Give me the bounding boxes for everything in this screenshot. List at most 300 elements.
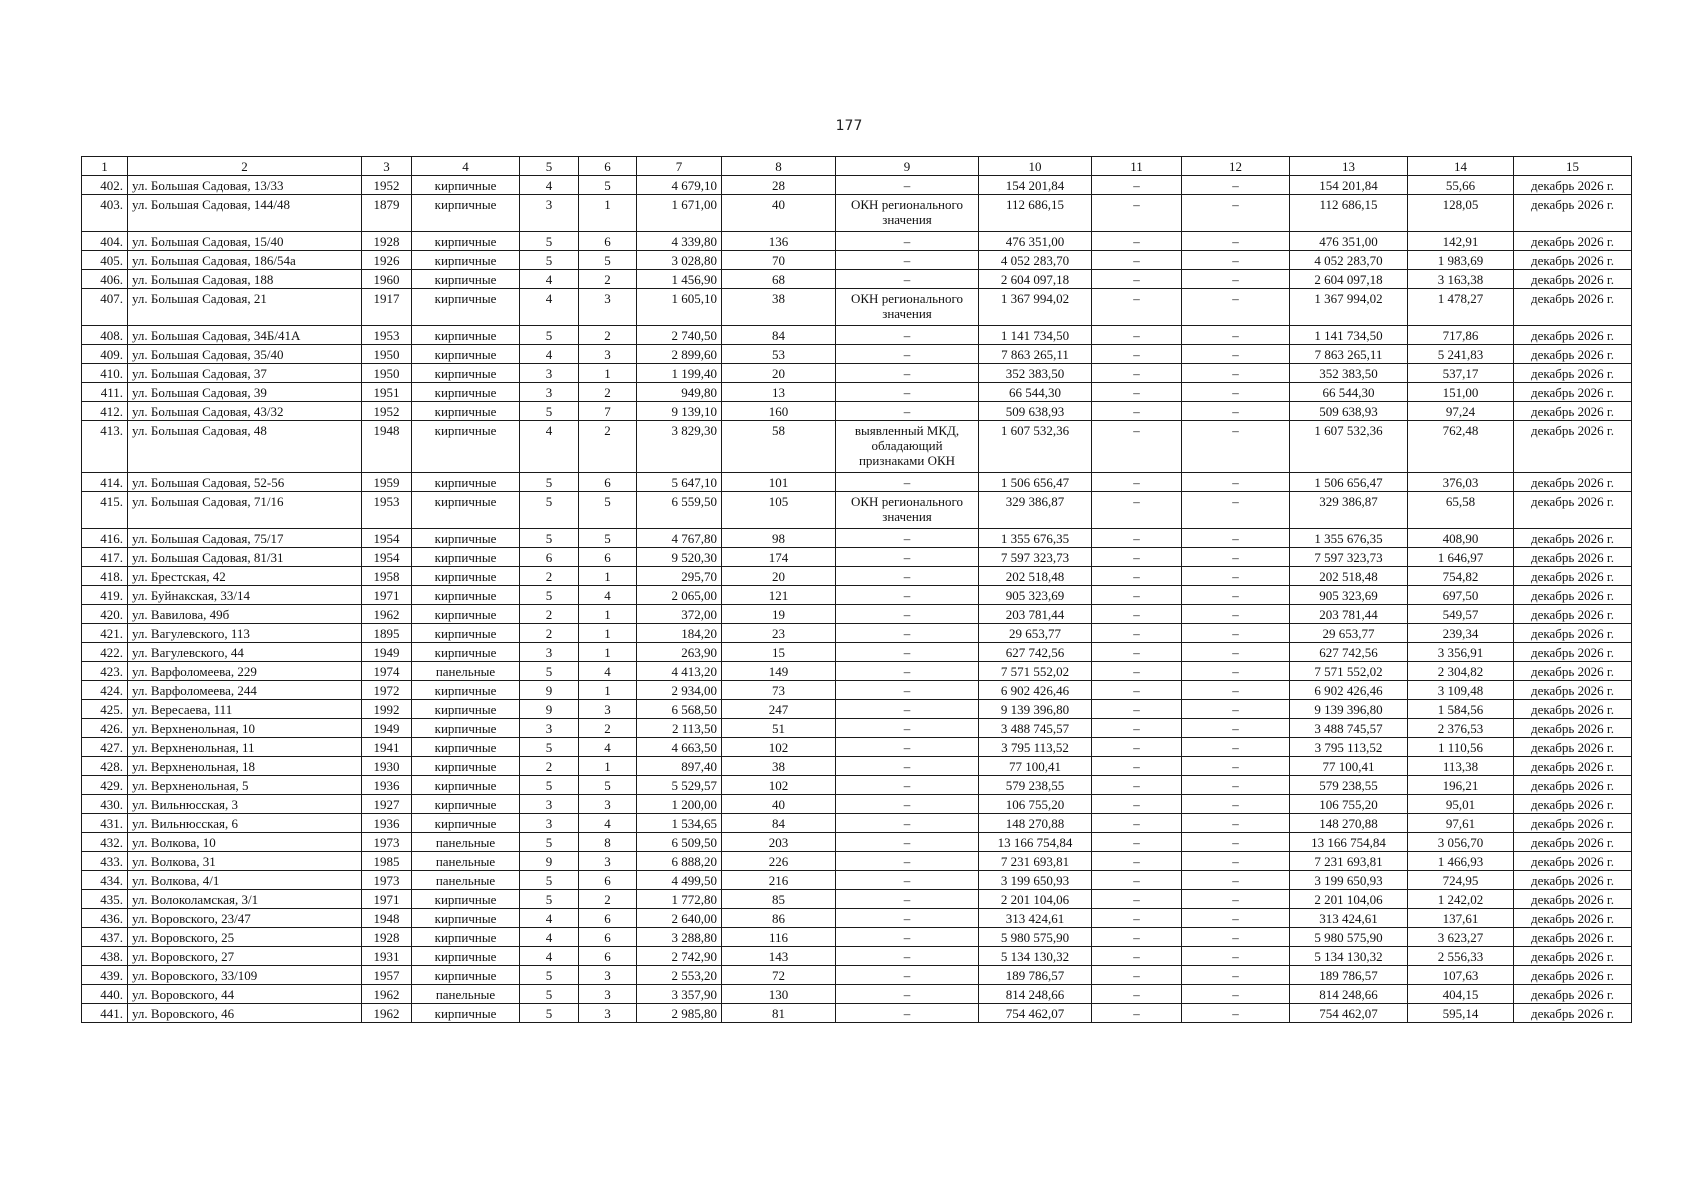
cell-year-built: 1948 [362,909,412,928]
cell-residents: 28 [722,176,836,195]
cell-residents: 216 [722,871,836,890]
cell-heritage-status: – [836,776,979,795]
cell-deadline: декабрь 2026 г. [1514,890,1632,909]
table-row [82,251,1632,270]
cell-deadline: декабрь 2026 г. [1514,492,1632,529]
cell-residents: 149 [722,662,836,681]
cell-cost-13: 1 141 734,50 [1290,326,1408,345]
cell-residents: 121 [722,586,836,605]
cell-entrances: 5 [579,176,637,195]
cell-area: 2 065,00 [637,586,722,605]
cell-cost-total: 1 607 532,36 [979,421,1092,473]
cell-year-built: 1954 [362,529,412,548]
cell-address: ул. Верхненольная, 18 [128,757,362,776]
cell-heritage-status: – [836,251,979,270]
cell-wall-material: кирпичные [412,814,520,833]
cell-cost-13: 189 786,57 [1290,966,1408,985]
cell-cost-total: 189 786,57 [979,966,1092,985]
cell-wall-material: панельные [412,871,520,890]
cell-area: 1 199,40 [637,364,722,383]
cell-col-11: – [1092,738,1182,757]
cell-cost-total: 509 638,93 [979,402,1092,421]
cell-col-11: – [1092,719,1182,738]
cell-residents: 85 [722,890,836,909]
cell-wall-material: кирпичные [412,232,520,251]
cell-heritage-status: – [836,814,979,833]
cell-row-number: 431. [82,814,128,833]
cell-heritage-status: – [836,1004,979,1023]
cell-year-built: 1927 [362,795,412,814]
cell-cost-13: 9 139 396,80 [1290,700,1408,719]
cell-entrances: 1 [579,364,637,383]
cell-deadline: декабрь 2026 г. [1514,176,1632,195]
cell-area: 5 529,57 [637,776,722,795]
table-row [82,326,1632,345]
cell-col-11: – [1092,795,1182,814]
cell-cost-total: 754 462,07 [979,1004,1092,1023]
cell-entrances: 5 [579,776,637,795]
cell-col-11: – [1092,195,1182,232]
cell-col-12: – [1182,947,1290,966]
cell-area: 6 509,50 [637,833,722,852]
cell-col-12: – [1182,681,1290,700]
cell-row-number: 440. [82,985,128,1004]
cell-floors: 5 [520,776,579,795]
cell-residents: 136 [722,232,836,251]
cell-floors: 4 [520,176,579,195]
cell-heritage-status: – [836,176,979,195]
cell-cost-13: 1 367 994,02 [1290,289,1408,326]
cell-deadline: декабрь 2026 г. [1514,195,1632,232]
cell-floors: 5 [520,890,579,909]
cell-col-12: – [1182,909,1290,928]
cell-residents: 53 [722,345,836,364]
cell-heritage-status: – [836,947,979,966]
cell-floors: 4 [520,270,579,289]
cell-heritage-status: – [836,345,979,364]
cell-residents: 102 [722,738,836,757]
table-row [82,270,1632,289]
cell-cost-total: 3 795 113,52 [979,738,1092,757]
cell-area: 6 888,20 [637,852,722,871]
cell-area: 1 534,65 [637,814,722,833]
cell-residents: 203 [722,833,836,852]
cell-wall-material: кирпичные [412,928,520,947]
cell-cost-total: 112 686,15 [979,195,1092,232]
cell-year-built: 1973 [362,833,412,852]
cell-col-11: – [1092,345,1182,364]
cell-col-11: – [1092,966,1182,985]
cell-floors: 5 [520,529,579,548]
cell-year-built: 1951 [362,383,412,402]
cell-deadline: декабрь 2026 г. [1514,909,1632,928]
cell-entrances: 1 [579,643,637,662]
cell-cost-13: 112 686,15 [1290,195,1408,232]
cell-address: ул. Верхненольная, 11 [128,738,362,757]
cell-col-12: – [1182,383,1290,402]
cell-col-12: – [1182,421,1290,473]
cell-floors: 4 [520,928,579,947]
cell-heritage-status: – [836,833,979,852]
cell-heritage-status: – [836,890,979,909]
cell-floors: 5 [520,326,579,345]
cell-entrances: 2 [579,719,637,738]
cell-entrances: 3 [579,985,637,1004]
cell-entrances: 3 [579,289,637,326]
cell-row-number: 407. [82,289,128,326]
cell-cost-13: 7 863 265,11 [1290,345,1408,364]
cell-cost-per-sqm: 55,66 [1408,176,1514,195]
cell-heritage-status: – [836,966,979,985]
table-row [82,289,1632,326]
cell-deadline: декабрь 2026 г. [1514,232,1632,251]
cell-area: 184,20 [637,624,722,643]
cell-area: 1 200,00 [637,795,722,814]
cell-col-11: – [1092,947,1182,966]
cell-floors: 5 [520,251,579,270]
table-row [82,345,1632,364]
cell-wall-material: кирпичные [412,548,520,567]
cell-address: ул. Воровского, 23/47 [128,909,362,928]
cell-cost-total: 5 134 130,32 [979,947,1092,966]
cell-cost-13: 148 270,88 [1290,814,1408,833]
cell-col-11: – [1092,757,1182,776]
cell-address: ул. Большая Садовая, 37 [128,364,362,383]
cell-wall-material: кирпичные [412,719,520,738]
cell-entrances: 2 [579,890,637,909]
cell-floors: 5 [520,402,579,421]
cell-col-12: – [1182,326,1290,345]
cell-address: ул. Большая Садовая, 71/16 [128,492,362,529]
cell-area: 4 767,80 [637,529,722,548]
cell-year-built: 1971 [362,586,412,605]
cell-heritage-status: – [836,364,979,383]
cell-row-number: 410. [82,364,128,383]
cell-col-12: – [1182,529,1290,548]
cell-col-12: – [1182,966,1290,985]
cell-deadline: декабрь 2026 г. [1514,985,1632,1004]
cell-deadline: декабрь 2026 г. [1514,966,1632,985]
cell-floors: 5 [520,232,579,251]
cell-address: ул. Варфоломеева, 244 [128,681,362,700]
cell-wall-material: панельные [412,852,520,871]
cell-cost-per-sqm: 151,00 [1408,383,1514,402]
table-row [82,421,1632,473]
cell-entrances: 3 [579,1004,637,1023]
cell-residents: 73 [722,681,836,700]
cell-year-built: 1941 [362,738,412,757]
cell-area: 6 568,50 [637,700,722,719]
cell-residents: 68 [722,270,836,289]
cell-residents: 102 [722,776,836,795]
cell-area: 9 139,10 [637,402,722,421]
cell-cost-per-sqm: 1 646,97 [1408,548,1514,567]
cell-deadline: декабрь 2026 г. [1514,345,1632,364]
cell-col-11: – [1092,492,1182,529]
cell-cost-total: 203 781,44 [979,605,1092,624]
cell-col-12: – [1182,345,1290,364]
cell-col-11: – [1092,776,1182,795]
column-number-cell: 2 [128,157,362,176]
cell-deadline: декабрь 2026 г. [1514,928,1632,947]
cell-col-11: – [1092,624,1182,643]
cell-entrances: 4 [579,662,637,681]
cell-heritage-status: ОКН регионального значения [836,289,979,326]
cell-cost-13: 13 166 754,84 [1290,833,1408,852]
cell-floors: 5 [520,1004,579,1023]
table-row [82,624,1632,643]
cell-row-number: 403. [82,195,128,232]
cell-area: 372,00 [637,605,722,624]
cell-wall-material: панельные [412,662,520,681]
cell-floors: 5 [520,833,579,852]
cell-area: 2 985,80 [637,1004,722,1023]
cell-col-12: – [1182,402,1290,421]
cell-wall-material: кирпичные [412,1004,520,1023]
cell-cost-total: 7 863 265,11 [979,345,1092,364]
cell-col-12: – [1182,176,1290,195]
cell-row-number: 435. [82,890,128,909]
cell-wall-material: кирпичные [412,643,520,662]
cell-cost-13: 66 544,30 [1290,383,1408,402]
cell-address: ул. Воровского, 46 [128,1004,362,1023]
cell-heritage-status: – [836,681,979,700]
cell-address: ул. Большая Садовая, 144/48 [128,195,362,232]
cell-area: 295,70 [637,567,722,586]
cell-residents: 40 [722,195,836,232]
cell-wall-material: кирпичные [412,383,520,402]
cell-area: 3 357,90 [637,985,722,1004]
cell-cost-total: 7 231 693,81 [979,852,1092,871]
cell-floors: 6 [520,548,579,567]
cell-cost-13: 476 351,00 [1290,232,1408,251]
cell-cost-13: 579 238,55 [1290,776,1408,795]
cell-col-12: – [1182,624,1290,643]
cell-entrances: 5 [579,251,637,270]
cell-area: 4 679,10 [637,176,722,195]
table-row [82,232,1632,251]
table-row [82,473,1632,492]
cell-wall-material: кирпичные [412,195,520,232]
cell-year-built: 1953 [362,326,412,345]
cell-heritage-status: ОКН регионального значения [836,195,979,232]
table-row [82,1004,1632,1023]
cell-deadline: декабрь 2026 г. [1514,529,1632,548]
column-number-cell: 12 [1182,157,1290,176]
cell-col-11: – [1092,232,1182,251]
cell-wall-material: кирпичные [412,421,520,473]
cell-address: ул. Воровского, 27 [128,947,362,966]
cell-entrances: 5 [579,529,637,548]
cell-residents: 84 [722,814,836,833]
cell-floors: 9 [520,700,579,719]
cell-year-built: 1949 [362,643,412,662]
cell-row-number: 423. [82,662,128,681]
cell-entrances: 6 [579,232,637,251]
cell-area: 4 413,20 [637,662,722,681]
cell-cost-per-sqm: 762,48 [1408,421,1514,473]
cell-floors: 5 [520,662,579,681]
cell-cost-13: 202 518,48 [1290,567,1408,586]
table-row [82,833,1632,852]
cell-deadline: декабрь 2026 г. [1514,251,1632,270]
cell-cost-total: 148 270,88 [979,814,1092,833]
cell-area: 4 499,50 [637,871,722,890]
cell-cost-per-sqm: 1 110,56 [1408,738,1514,757]
cell-heritage-status: – [836,700,979,719]
cell-cost-per-sqm: 2 304,82 [1408,662,1514,681]
cell-address: ул. Воровского, 44 [128,985,362,1004]
column-number-cell: 11 [1092,157,1182,176]
cell-area: 1 772,80 [637,890,722,909]
cell-entrances: 2 [579,270,637,289]
cell-deadline: декабрь 2026 г. [1514,833,1632,852]
cell-row-number: 411. [82,383,128,402]
table-row [82,364,1632,383]
cell-year-built: 1931 [362,947,412,966]
table-row [82,195,1632,232]
cell-heritage-status: – [836,567,979,586]
cell-floors: 3 [520,383,579,402]
cell-entrances: 2 [579,383,637,402]
cell-year-built: 1949 [362,719,412,738]
table-row [82,586,1632,605]
cell-area: 2 742,90 [637,947,722,966]
cell-year-built: 1954 [362,548,412,567]
column-number-cell: 1 [82,157,128,176]
page-number: 177 [835,118,863,134]
cell-year-built: 1992 [362,700,412,719]
cell-row-number: 422. [82,643,128,662]
cell-cost-per-sqm: 5 241,83 [1408,345,1514,364]
cell-row-number: 404. [82,232,128,251]
cell-cost-13: 627 742,56 [1290,643,1408,662]
cell-floors: 5 [520,473,579,492]
cell-cost-total: 3 488 745,57 [979,719,1092,738]
cell-cost-per-sqm: 3 109,48 [1408,681,1514,700]
cell-deadline: декабрь 2026 г. [1514,681,1632,700]
cell-cost-total: 1 367 994,02 [979,289,1092,326]
cell-floors: 2 [520,605,579,624]
cell-wall-material: кирпичные [412,700,520,719]
cell-heritage-status: – [836,326,979,345]
column-number-cell: 4 [412,157,520,176]
cell-cost-13: 4 052 283,70 [1290,251,1408,270]
table-row [82,928,1632,947]
cell-address: ул. Большая Садовая, 188 [128,270,362,289]
cell-heritage-status: ОКН регионального значения [836,492,979,529]
cell-year-built: 1953 [362,492,412,529]
cell-deadline: декабрь 2026 г. [1514,1004,1632,1023]
cell-cost-13: 106 755,20 [1290,795,1408,814]
cell-cost-total: 627 742,56 [979,643,1092,662]
cell-entrances: 5 [579,492,637,529]
cell-cost-per-sqm: 65,58 [1408,492,1514,529]
cell-cost-per-sqm: 3 356,91 [1408,643,1514,662]
cell-col-11: – [1092,421,1182,473]
cell-col-12: – [1182,195,1290,232]
cell-row-number: 438. [82,947,128,966]
table-row [82,643,1632,662]
cell-address: ул. Буйнакская, 33/14 [128,586,362,605]
cell-col-12: – [1182,757,1290,776]
cell-address: ул. Верхненольная, 5 [128,776,362,795]
cell-row-number: 415. [82,492,128,529]
cell-col-12: – [1182,700,1290,719]
cell-year-built: 1957 [362,966,412,985]
cell-cost-total: 4 052 283,70 [979,251,1092,270]
table-row [82,852,1632,871]
cell-wall-material: кирпичные [412,326,520,345]
cell-cost-13: 313 424,61 [1290,909,1408,928]
column-number-cell: 8 [722,157,836,176]
table-row [82,700,1632,719]
cell-cost-total: 476 351,00 [979,232,1092,251]
cell-year-built: 1985 [362,852,412,871]
cell-col-11: – [1092,402,1182,421]
cell-cost-total: 579 238,55 [979,776,1092,795]
cell-cost-13: 1 355 676,35 [1290,529,1408,548]
cell-deadline: декабрь 2026 г. [1514,270,1632,289]
cell-cost-13: 754 462,07 [1290,1004,1408,1023]
cell-area: 9 520,30 [637,548,722,567]
housing-registry-table [81,156,1632,1023]
cell-entrances: 6 [579,473,637,492]
cell-col-11: – [1092,383,1182,402]
cell-entrances: 1 [579,567,637,586]
table-row [82,383,1632,402]
cell-cost-per-sqm: 549,57 [1408,605,1514,624]
cell-cost-per-sqm: 697,50 [1408,586,1514,605]
cell-cost-13: 7 571 552,02 [1290,662,1408,681]
cell-deadline: декабрь 2026 г. [1514,383,1632,402]
cell-col-12: – [1182,833,1290,852]
cell-cost-per-sqm: 95,01 [1408,795,1514,814]
cell-cost-per-sqm: 717,86 [1408,326,1514,345]
cell-cost-total: 3 199 650,93 [979,871,1092,890]
cell-wall-material: кирпичные [412,890,520,909]
column-number-cell: 13 [1290,157,1408,176]
cell-col-11: – [1092,833,1182,852]
cell-year-built: 1895 [362,624,412,643]
table-row [82,909,1632,928]
cell-address: ул. Большая Садовая, 52-56 [128,473,362,492]
cell-deadline: декабрь 2026 г. [1514,586,1632,605]
cell-floors: 4 [520,947,579,966]
cell-cost-13: 3 199 650,93 [1290,871,1408,890]
cell-col-11: – [1092,814,1182,833]
cell-col-12: – [1182,270,1290,289]
cell-floors: 5 [520,492,579,529]
cell-cost-13: 5 134 130,32 [1290,947,1408,966]
cell-residents: 15 [722,643,836,662]
cell-residents: 51 [722,719,836,738]
cell-entrances: 1 [579,195,637,232]
cell-residents: 58 [722,421,836,473]
cell-row-number: 416. [82,529,128,548]
cell-heritage-status: – [836,909,979,928]
cell-year-built: 1962 [362,985,412,1004]
cell-year-built: 1936 [362,776,412,795]
cell-address: ул. Большая Садовая, 13/33 [128,176,362,195]
table-row [82,548,1632,567]
cell-wall-material: кирпичные [412,529,520,548]
cell-deadline: декабрь 2026 г. [1514,473,1632,492]
table-row [82,776,1632,795]
table-row [82,719,1632,738]
cell-area: 2 553,20 [637,966,722,985]
cell-residents: 116 [722,928,836,947]
